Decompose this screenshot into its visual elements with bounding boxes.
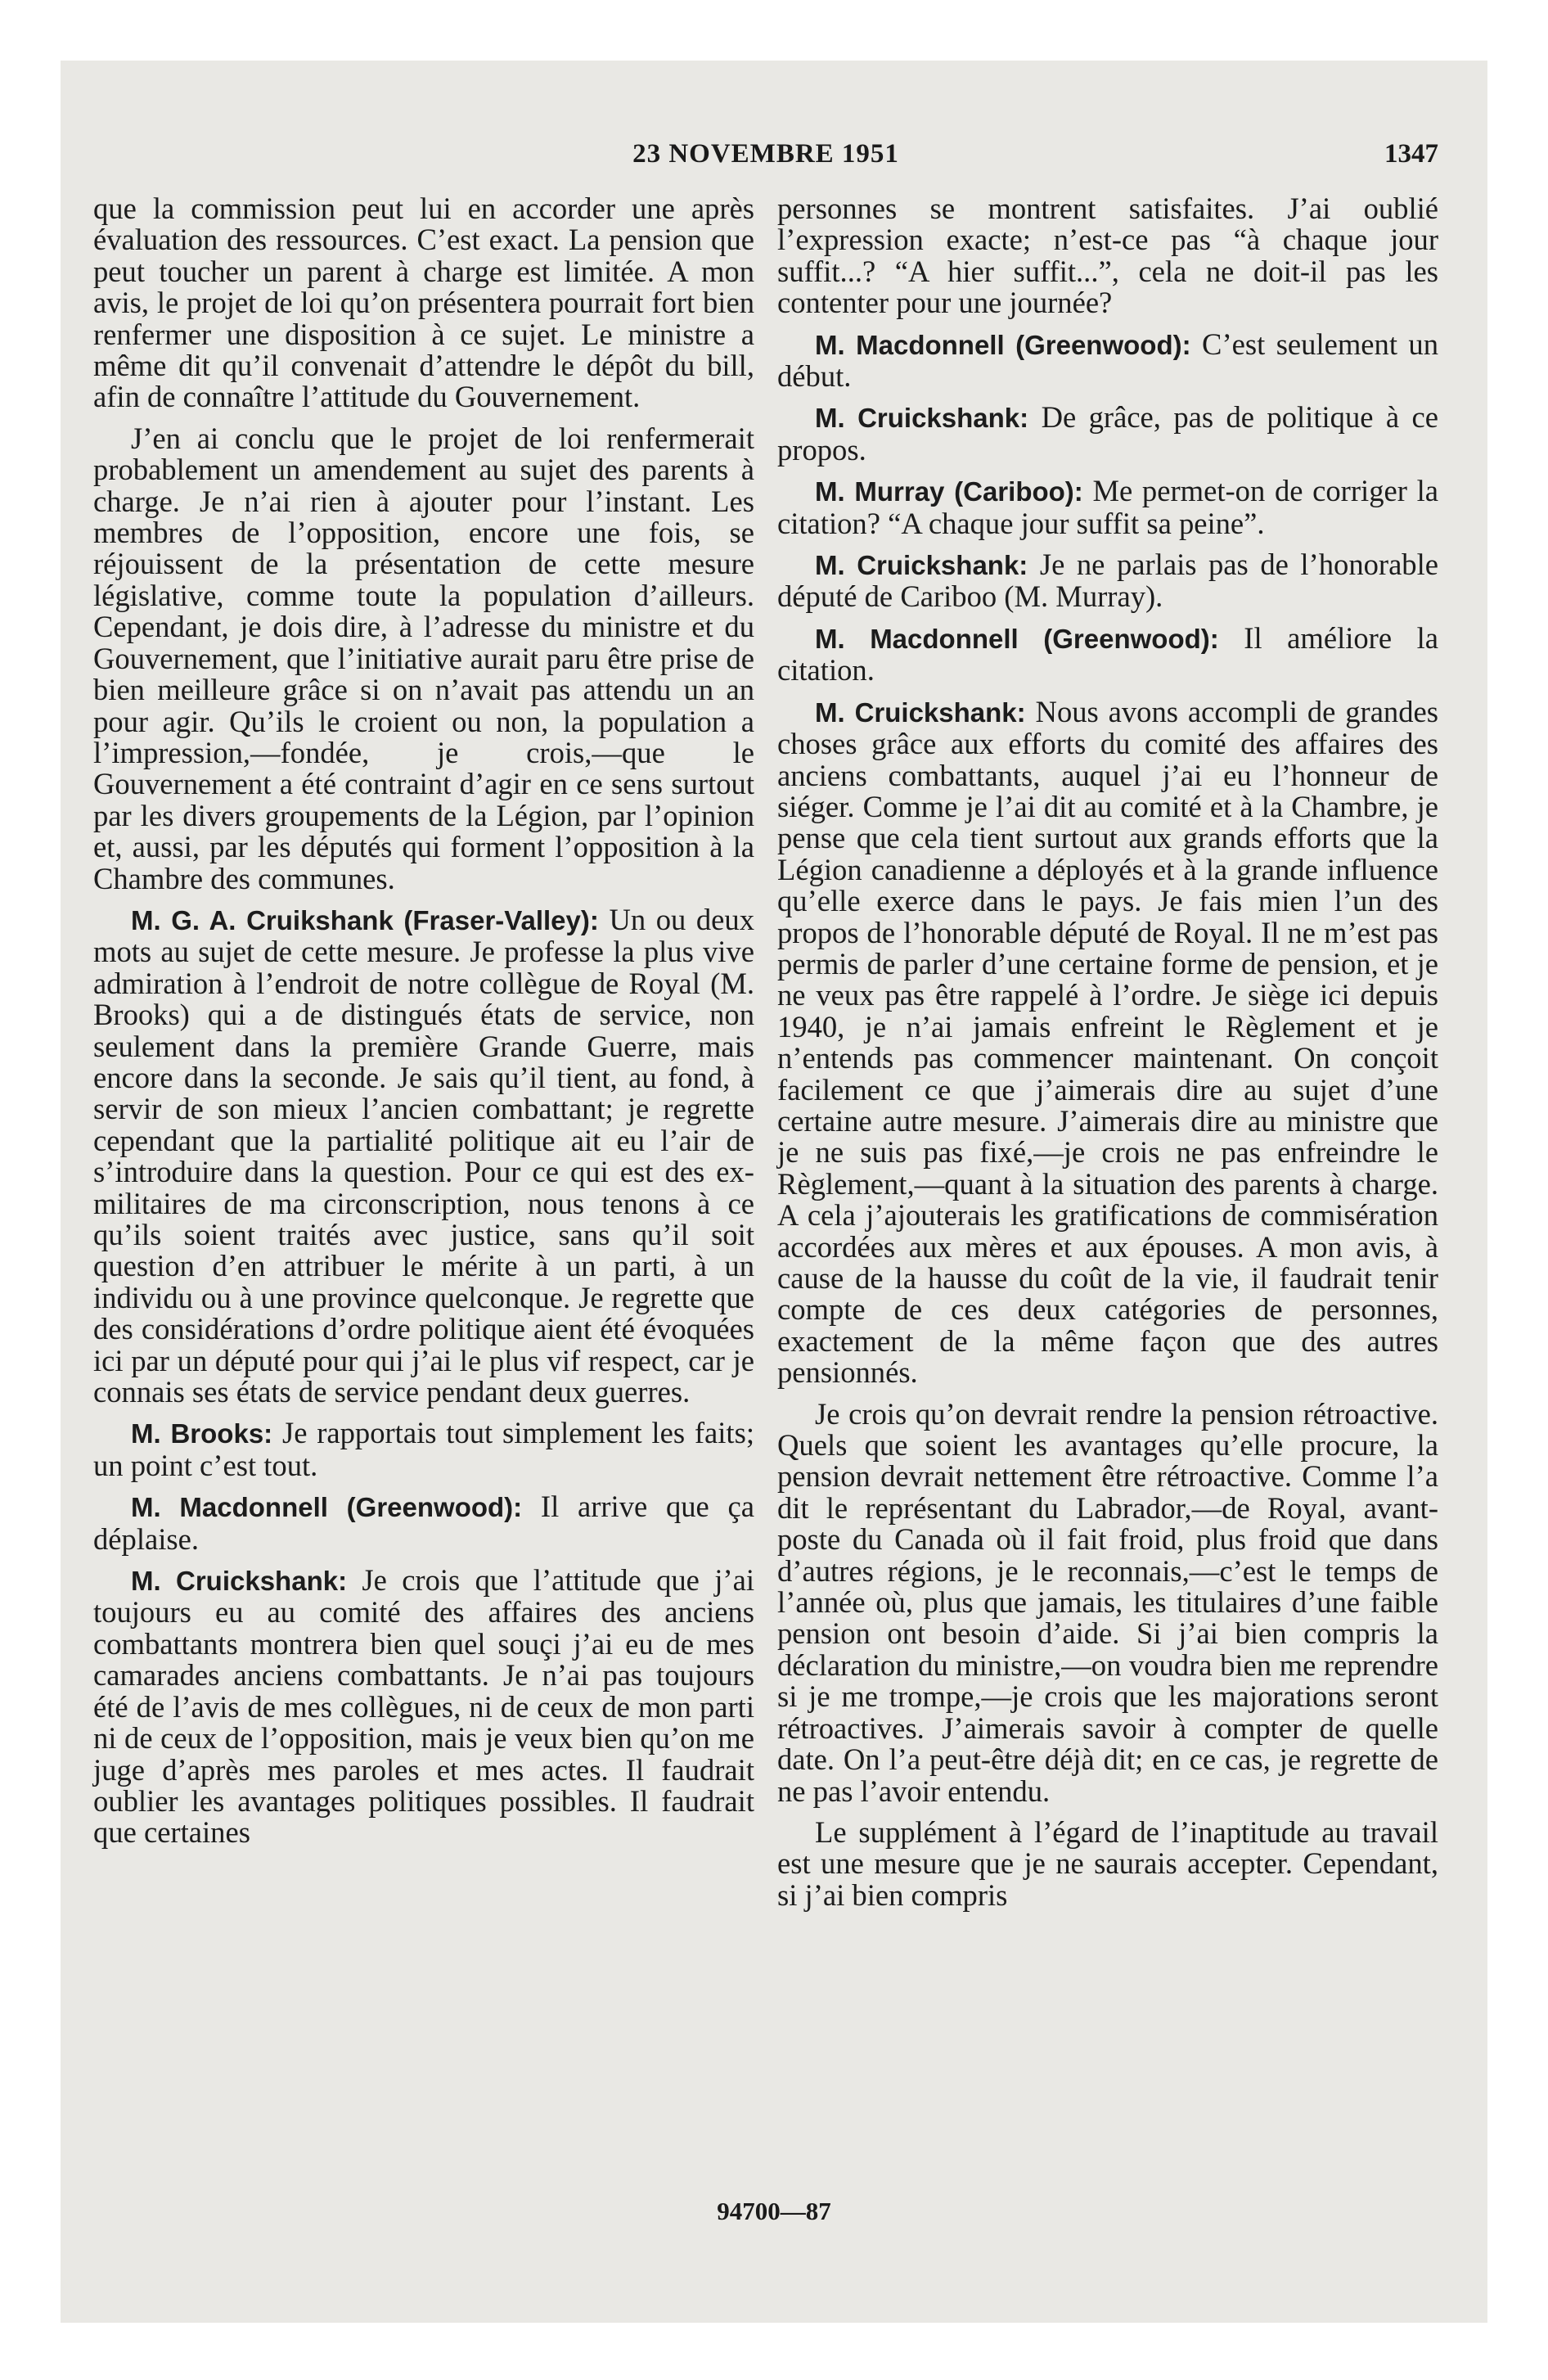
speech bbox=[777, 402, 1438, 466]
speaker-name: M. Macdonnell (Greenwood): bbox=[815, 329, 1191, 360]
speech-text: Nous avons accompli de grandes choses grâce aux efforts du comité des affaires des anciens combattants, auquel j’ai eu l’honneur de siéger. Comme je l’ai dit au comité et à la Chambre, je pense que cela tient surtout aux grands efforts que la Légion canadienne a déployés et à la grande influence qu’elle exerce dans le pays. Je fais mien l’un des propos de l’honorable député de Royal. Il ne m’est pas permis de parler d’une certaine forme de pension, et je ne veux pas être rappelé à l’ordre. Je siège ici depuis 1940, je n’ai jamais enfreint le Règlement et je n’entends pas commencer maintenant. On conçoit facilement ce que j’aimerais dire au sujet d’une certaine autre mesure. J’aimerais dire au ministre que je ne suis pas fixé,—je crois ne pas enfreindre le Règlement,—quant à la situation des parents à charge. A cela j’ajouterais les gratifications de commisération accordées aux mères et aux épouses. A mon avis, à cause de la hausse du coût de la vie, il faudrait tenir compte de ces deux catégories de personnes, exactement de la même façon que des autres pensionnés. bbox=[777, 694, 1438, 1390]
speech-text: Un ou deux mots au sujet de cette mesure. Je professe la plus vive admiration à l’endroit de notre collègue de Royal (M. Brooks) qui a de distingués états de service, non seulement dans la première Grande Guerre, mais encore dans la seconde. Je sais qu’il tient, au fond, à servir de son mieux l’ancien combattant; je regrette cependant que la partialité politique ait eu l’air de s’introduire dans la question. Pour ce qui est des ex-militaires de ma circonscription, nous tenons à ce qu’ils soient traités avec justice, sans qu’il soit question d’en attribuer le mérite à un parti, à un individu ou à une province quelconque. Je regrette que des considérations d’ordre politique aient été évoquées ici par un député pour qui j’ai le plus vif respect, car je connais ses états de service pendant deux guerres. bbox=[93, 902, 754, 1409]
paragraph-text: J’en ai conclu que le projet de loi renfermerait probablement un amendement au sujet des parents à charge. Je n’ai rien à ajouter pour l’instant. Les membres de l’opposition, encore une fois, se réjouissent de la présentation de cette mesure législative, comme toute la population d’ailleurs. Cependant, je dois dire, à l’adresse du ministre et du Gouvernement, que l’initiative aurait paru être prise de bien meilleure grâce si on n’avait pas attendu un an pour agir. Qu’ils le croient ou non, la population a l’impression,—fondée, je crois,—que le Gouvernement a été contraint d’agir en ce sens surtout par les divers groupements de la Légion, par l’opinion et, aussi, par les députés qui forment l’opposition à la Chambre des communes. bbox=[93, 421, 754, 895]
page-header bbox=[93, 139, 1438, 172]
left-column bbox=[93, 193, 754, 1859]
speech-text: De grâce, pas de politique à ce propos. bbox=[777, 400, 1438, 467]
speech bbox=[777, 696, 1438, 1389]
speech bbox=[93, 1565, 754, 1849]
paragraph bbox=[777, 193, 1438, 319]
speech bbox=[93, 904, 754, 1409]
speech-text: Me permet-on de corriger la citation? “A chaque jour suffit sa peine”. bbox=[777, 474, 1439, 540]
speaker-name: M. Cruickshank: bbox=[131, 1566, 348, 1597]
paragraph-text: Le supplément à l’égard de l’inaptitude au travail est une mesure que je ne saurais accepter. Cependant, si j’ai bien compris bbox=[777, 1814, 1438, 1912]
speech bbox=[777, 549, 1438, 613]
paragraph bbox=[777, 1396, 1438, 1808]
speaker-name: M. Cruickshank: bbox=[815, 550, 1028, 581]
paragraph-text: personnes se montrent satisfaites. J’ai oublié l’expression exacte; n’est-ce pas “à chaque jour suffit...? “A hier suffit...”, cela ne doit-il pas les contenter pour une journée? bbox=[777, 192, 1438, 320]
speech-text: Il améliore la citation. bbox=[777, 620, 1439, 687]
speech-text: C’est seulement un début. bbox=[777, 327, 1439, 394]
speech bbox=[93, 1491, 754, 1555]
paragraph bbox=[93, 423, 754, 895]
speech-text: Je crois que l’attitude que j’ai toujours eu au comité des affaires des anciens combattants montrera bien quel souçi j’ai eu de mes camarades anciens combattants. Je n’ai pas toujours été de l’avis de mes collègues, ni de ceux de mon parti ni de ceux de l’opposition, mais je veux bien qu’on me juge d’après mes paroles et mes actes. Il faudrait oublier les avantages politiques possibles. Il faudrait que certaines bbox=[93, 1563, 754, 1850]
speaker-name: M. Cruickshank: bbox=[815, 403, 1029, 434]
speech bbox=[777, 476, 1438, 539]
paragraph bbox=[777, 1814, 1438, 1912]
speaker-name: M. Murray (Cariboo): bbox=[815, 476, 1083, 507]
speech bbox=[777, 329, 1438, 393]
page-number: 1347 bbox=[1384, 139, 1438, 169]
speech-text: Je ne parlais pas de l’honorable député de Cariboo (M. Murray). bbox=[777, 548, 1438, 614]
footer-code: 94700—87 bbox=[717, 2197, 831, 2225]
speaker-name: M. Cruickshank: bbox=[815, 696, 1026, 728]
paragraph bbox=[93, 193, 754, 413]
speech bbox=[777, 620, 1439, 687]
speech-text: Je rapportais tout simplement les faits; un point c’est tout. bbox=[93, 1416, 754, 1482]
paragraph-text: que la commission peut lui en accorder une après évaluation des ressources. C’est exact. La pension que peut toucher un parent à charge est limitée. A mon avis, le projet de loi qu’on présentera pourrait fort bien renfermer une disposition à ce sujet. Le ministre a même dit qu’il convenait d’attendre le dépôt du bill, afin de connaître l’attitude du Gouvernement. bbox=[93, 192, 754, 414]
speaker-name: M. G. A. Cruikshank (Fraser-Valley): bbox=[131, 904, 599, 935]
speaker-name: M. Macdonnell (Greenwood): bbox=[131, 1492, 523, 1523]
speaker-name: M. Macdonnell (Greenwood): bbox=[815, 623, 1219, 654]
speaker-name: M. Brooks: bbox=[131, 1418, 273, 1449]
right-column bbox=[777, 193, 1438, 1921]
header-date: 23 NOVEMBRE 1951 bbox=[632, 139, 899, 169]
speech bbox=[93, 1418, 754, 1481]
paragraph-text: Je crois qu’on devrait rendre la pension rétroactive. Quels que soient les avantages qu’elle procure, la pension devrait nettement être rétroactive. Comme l’a dit le représentant du Labrador,—de Royal, avant-poste du Canada où il fait froid, plus froid que dans d’autres régions, je le reconnais,—c’est le temps de l’année où, plus que jamais, les titulaires d’une faible pension ont besoin d’aide. Si j’ai bien compris la déclaration du ministre,—on voudra bien me reprendre si je me trompe,—je crois que les majorations seront rétroactives. J’aimerais savoir à compter de quelle date. On l’a peut-être déjà dit; en ce cas, je regrette de ne pas l’avoir entendu. bbox=[777, 1396, 1438, 1808]
speech-text: Il arrive que ça déplaise. bbox=[93, 1490, 754, 1556]
